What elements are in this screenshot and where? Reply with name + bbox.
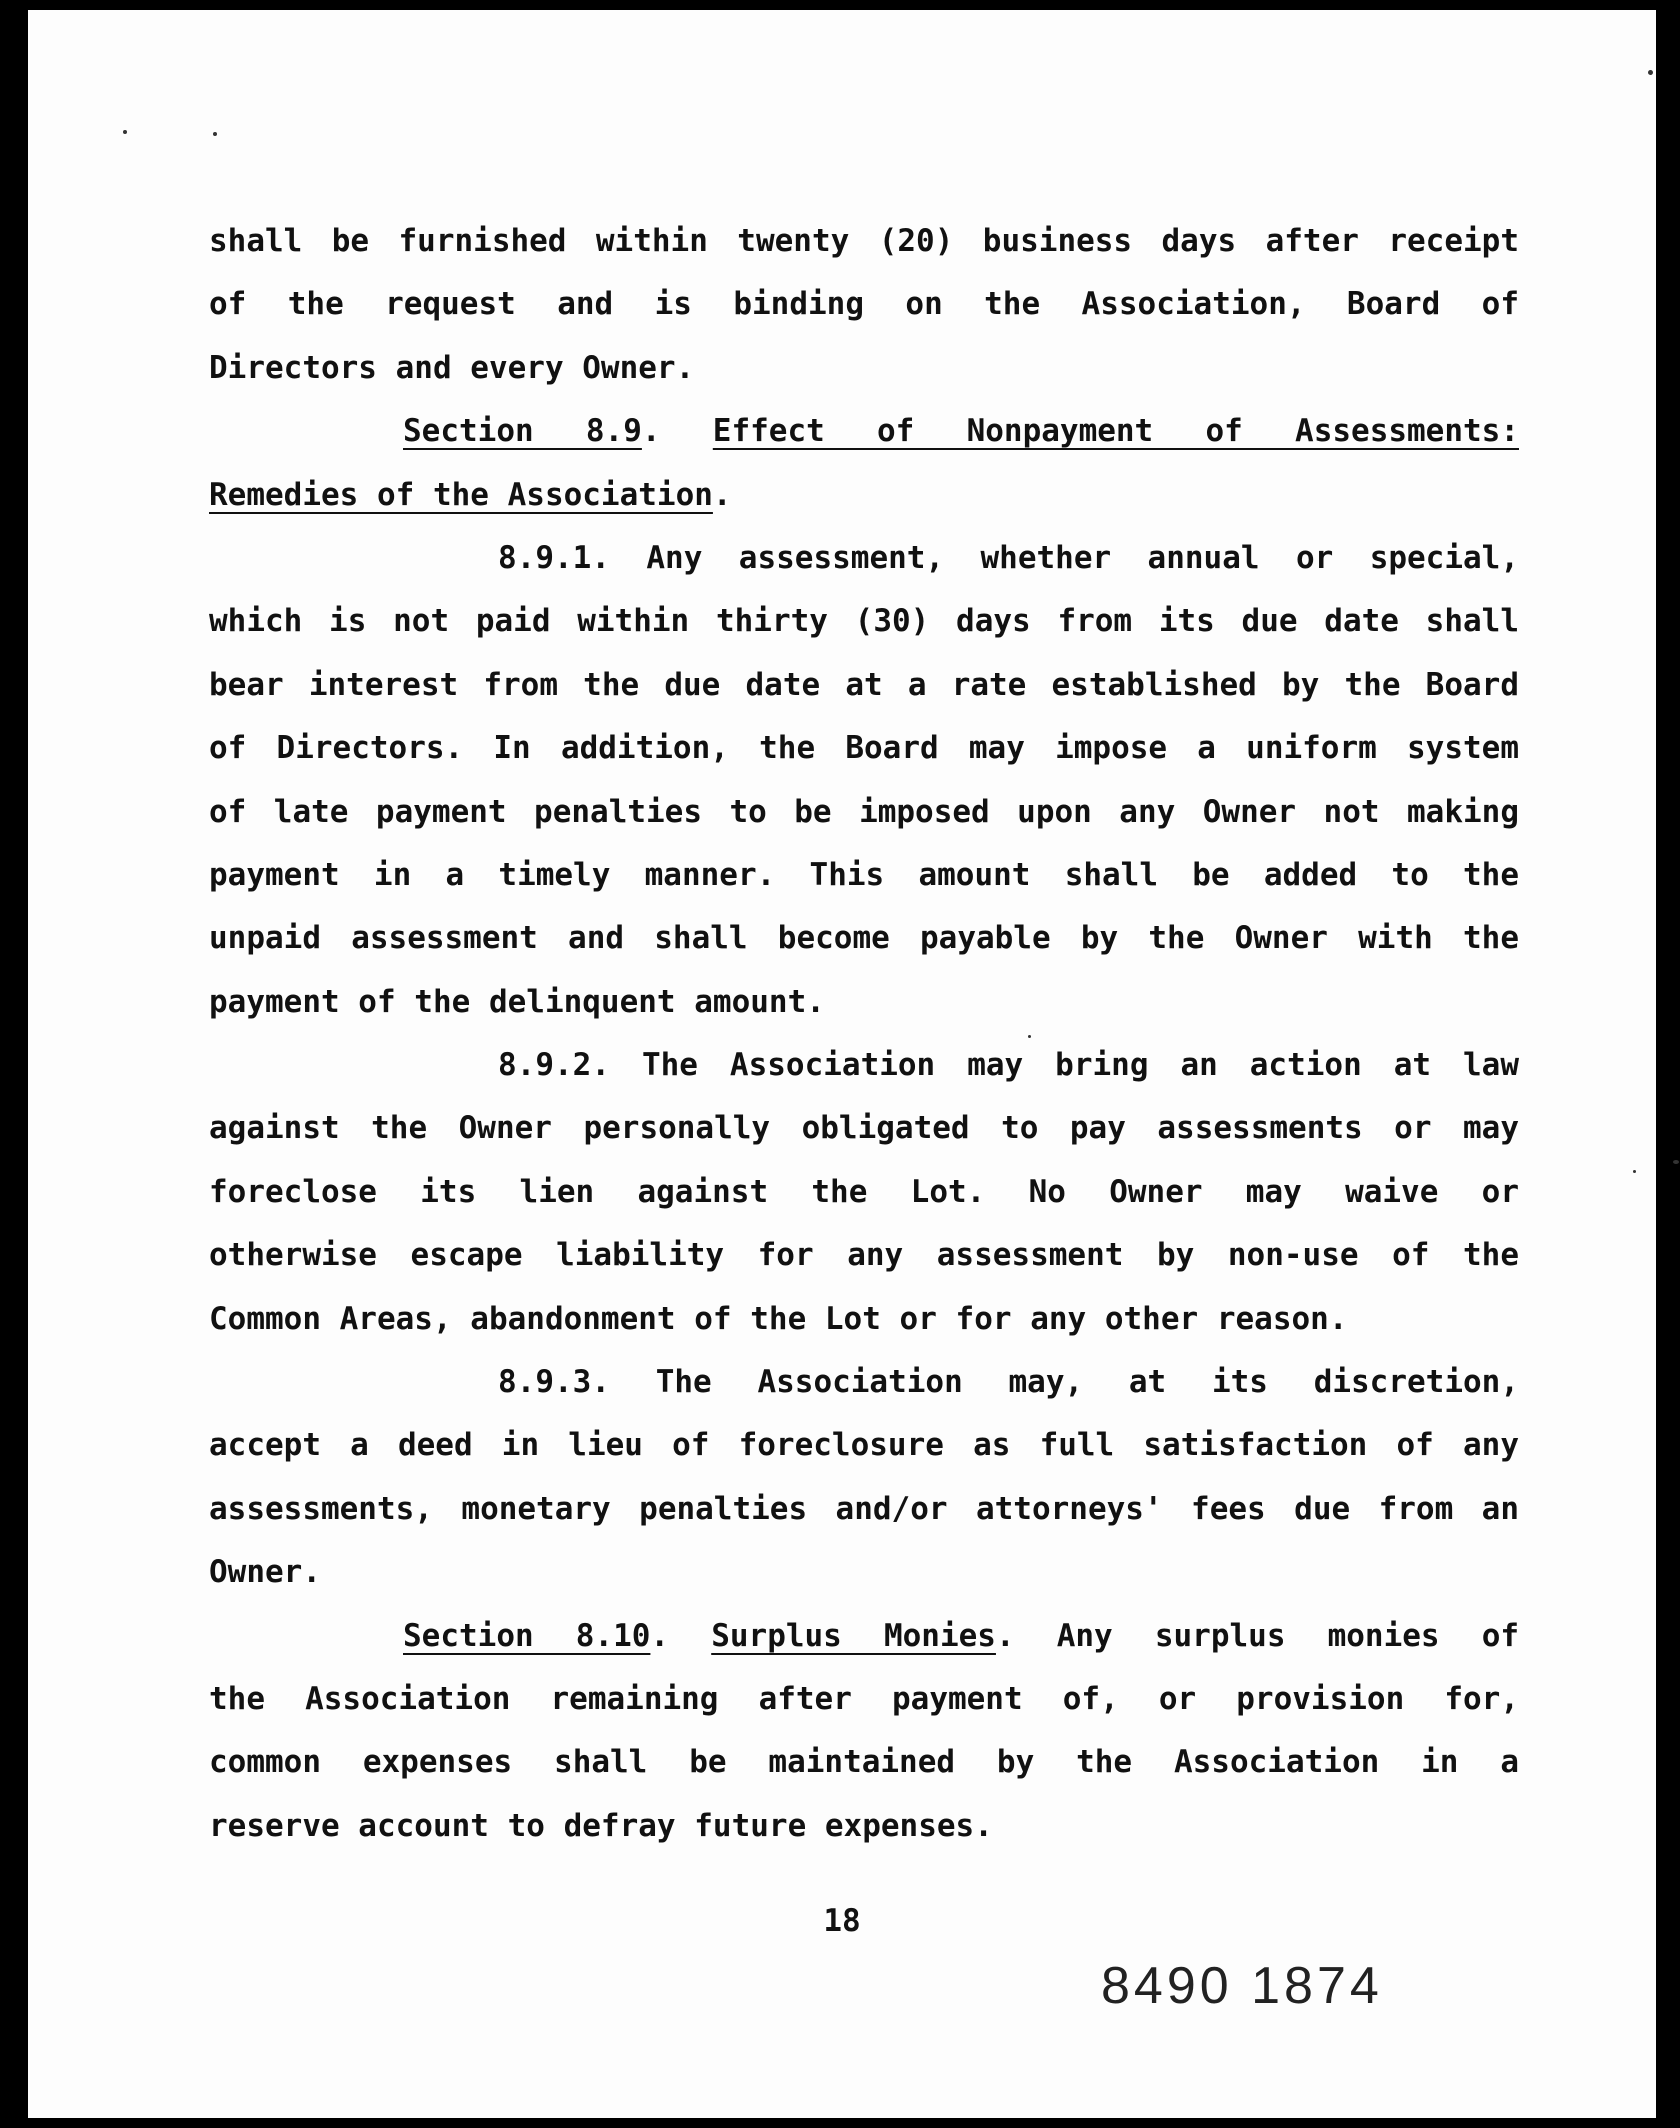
text-line: shall be furnished within twenty (20) business days after receipt [209, 223, 1519, 259]
paragraph-8-9-1-line: 8.9.1. Any assessment, whether annual or special, [498, 539, 1519, 576]
paragraph-8-9-1-line: payment of the delinquent amount. [209, 983, 825, 1020]
paragraph-8-9-3-line: accept a deed in lieu of foreclosure as full satisfaction of any [209, 1427, 1519, 1464]
section-8-10-title: Surplus Monies [711, 1617, 996, 1654]
section-8-9-title-part1: Effect of Nonpayment of Assessments: [712, 413, 1519, 450]
scan-speck [1028, 1035, 1031, 1038]
paragraph-8-9-2-line: otherwise escape liability for any assessment by non-use of the [209, 1237, 1519, 1274]
paragraph-8-9-1-line: unpaid assessment and shall become payable by the Owner with the [209, 920, 1519, 957]
text-line: Directors and every Owner. [209, 349, 695, 386]
text-line: of the request and is binding on the Association, Board of [209, 286, 1519, 323]
paragraph-8-9-1-line: which is not paid within thirty (30) days from its due date shall [209, 603, 1519, 640]
paragraph-8-9-1-line: of late payment penalties to be imposed upon any Owner not making [209, 793, 1519, 830]
section-8-9-label: Section 8.9 [403, 413, 642, 450]
section-8-9-heading-cont: Remedies of the Association. [209, 476, 732, 513]
scan-speck [1633, 1170, 1636, 1173]
scan-speck [123, 130, 127, 134]
paragraph-8-9-1-line: payment in a timely manner. This amount shall be added to the [209, 856, 1519, 893]
paragraph-8-9-2-line: Common Areas, abandonment of the Lot or for any other reason. [209, 1300, 1348, 1337]
section-8-10-line: common expenses shall be maintained by the Association in a [209, 1744, 1519, 1781]
scan-speck [213, 132, 217, 136]
paragraph-8-9-2-line: against the Owner personally obligated to pay assessments or may [209, 1110, 1519, 1147]
scan-speck [1648, 70, 1653, 75]
paragraph-8-9-3-line: 8.9.3. The Association may, at its discretion, [498, 1364, 1519, 1401]
section-8-9-heading: Section 8.9. Effect of Nonpayment of Assessments: [403, 413, 1519, 450]
paragraph-8-9-1-line: bear interest from the due date at a rate established by the Board [209, 666, 1519, 703]
section-8-10-label: Section 8.10 [403, 1617, 651, 1654]
body-text [209, 210, 1519, 1858]
paragraph-8-9-2-line: foreclose its lien against the Lot. No Owner may waive or [209, 1173, 1519, 1210]
section-8-10-line: the Association remaining after payment of, or provision for, [209, 1680, 1519, 1717]
paragraph-8-9-2-line: 8.9.2. The Association may bring an action at law [498, 1047, 1519, 1084]
paragraph-8-9-3-line: Owner. [209, 1554, 321, 1591]
document-page [28, 10, 1656, 2118]
page-number: 18 [823, 1903, 861, 1939]
section-8-9-title-part2: Remedies of the Association [209, 476, 713, 513]
scan-speck [1673, 1160, 1679, 1164]
paragraph-8-9-1-line: of Directors. In addition, the Board may impose a uniform system [209, 730, 1519, 767]
section-8-10-line: reserve account to defray future expenses. [209, 1807, 993, 1844]
paragraph-8-9-3-line: assessments, monetary penalties and/or attorneys' fees due from an [209, 1490, 1519, 1527]
section-8-10-heading: Section 8.10. Surplus Monies. Any surplus monies of [403, 1617, 1520, 1654]
stamp-number: 8490 1874 [1101, 1957, 1383, 2015]
section-8-10-first-line: Any surplus monies of [1056, 1617, 1520, 1654]
